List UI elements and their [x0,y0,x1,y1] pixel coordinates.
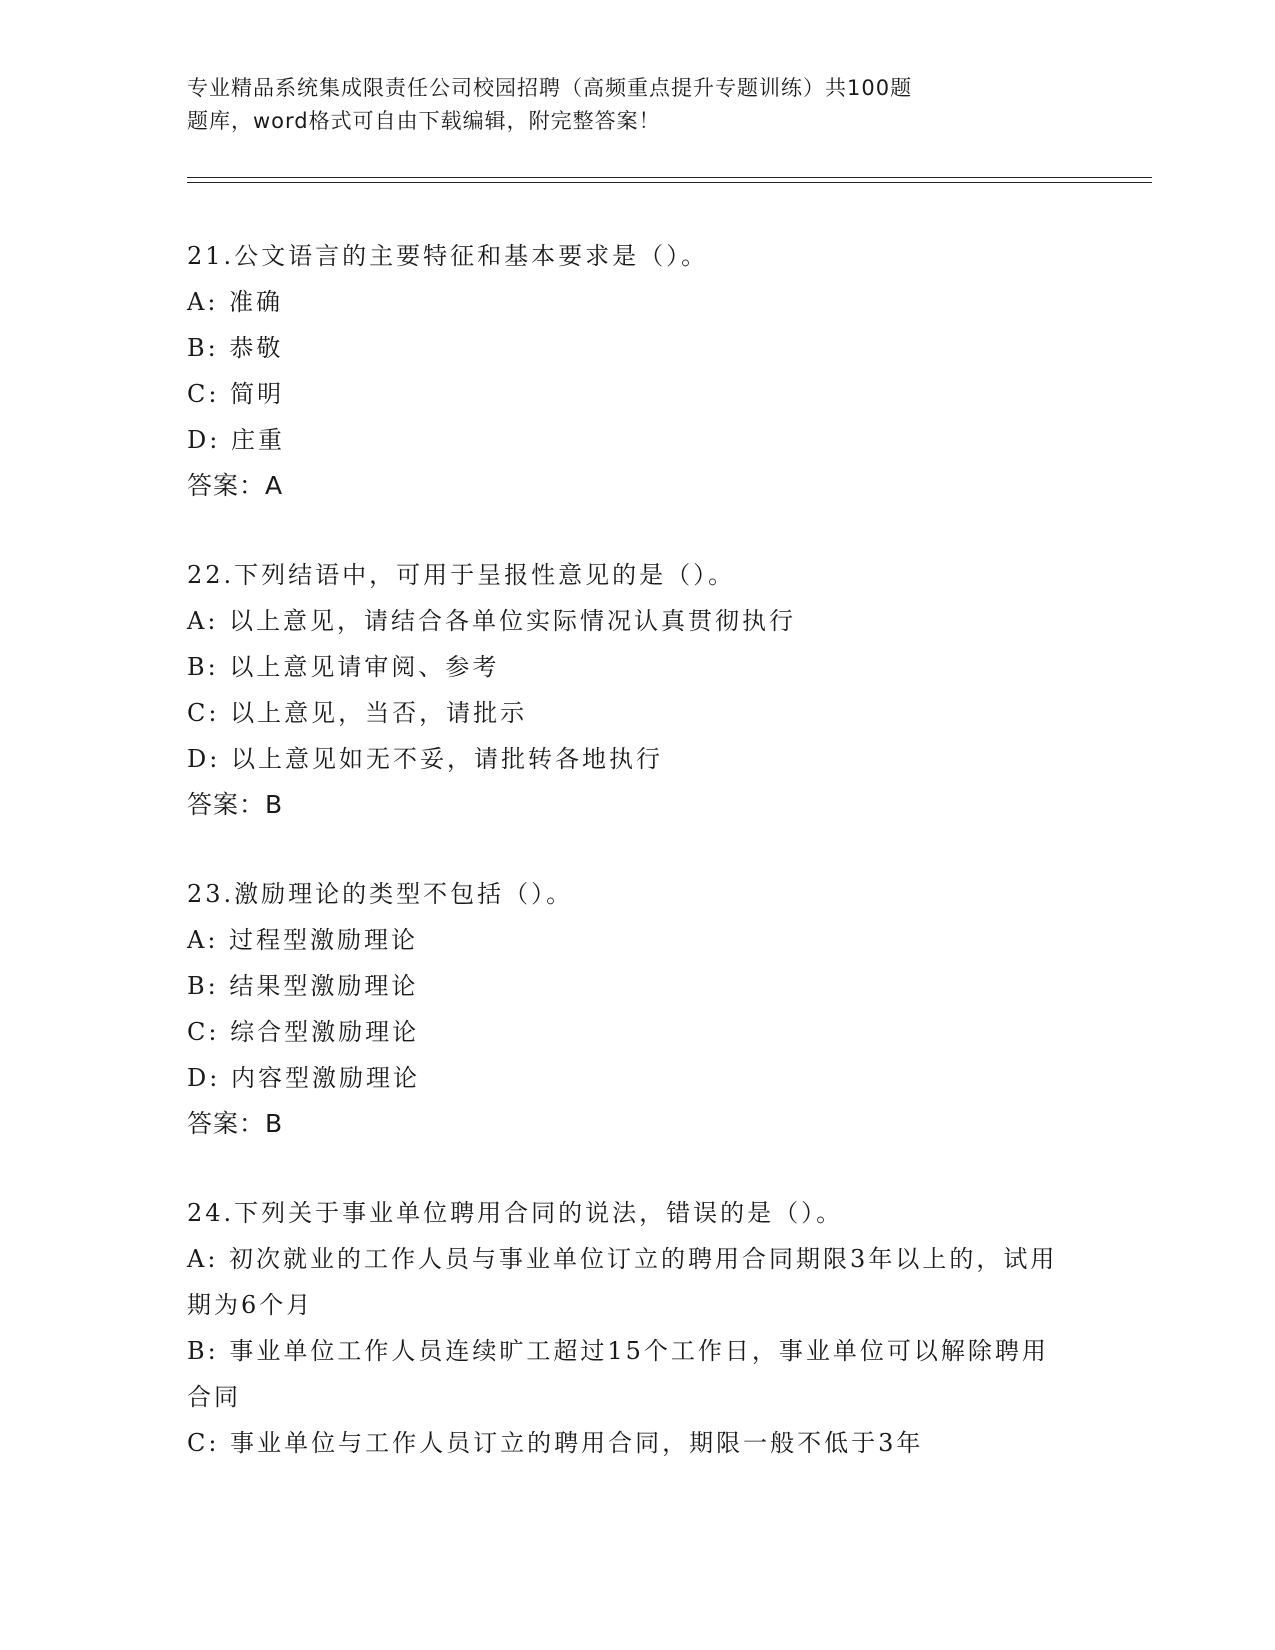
option-d: D: 以上意见如无不妥，请批转各地执行 [187,745,663,773]
option-a: A: 初次就业的工作人员与事业单位订立的聘用合同期限3年以上的，试用期为6个月 [187,1245,1058,1319]
option-c: C: 简明 [187,380,285,408]
option-a: A: 过程型激励理论 [187,926,419,954]
document-header [187,72,1027,138]
question-24 [187,1190,1067,1466]
question-stem: 24.下列关于事业单位聘用合同的说法，错误的是（）。 [187,1199,844,1227]
header-divider-top [187,177,1152,178]
option-a: A: 以上意见，请结合各单位实际情况认真贯彻执行 [187,607,797,635]
question-stem: 23.激励理论的类型不包括（）。 [187,880,574,908]
header-line-1: 专业精品系统集成限责任公司校园招聘（高频重点提升专题训练）共100题 [187,76,913,100]
option-c: C: 综合型激励理论 [187,1018,420,1046]
answer: 答案：A [187,471,284,500]
option-b: B: 事业单位工作人员连续旷工超过15个工作日，事业单位可以解除聘用合同 [187,1337,1049,1411]
option-b: B: 恭敬 [187,334,284,362]
header-divider-bottom [187,182,1152,183]
header-line-2: 题库，word格式可自由下载编辑，附完整答案！ [187,109,661,133]
option-b: B: 以上意见请审阅、参考 [187,653,500,681]
option-d: D: 内容型激励理论 [187,1064,420,1092]
option-c: C: 以上意见，当否，请批示 [187,699,528,727]
question-22 [187,552,1067,828]
question-stem: 22.下列结语中，可用于呈报性意见的是（）。 [187,561,736,589]
answer: 答案：B [187,1109,284,1138]
answer: 答案：B [187,790,284,819]
question-21 [187,233,1067,509]
option-a: A: 准确 [187,288,284,316]
option-b: B: 结果型激励理论 [187,972,419,1000]
question-23 [187,871,1067,1147]
option-c: C: 事业单位与工作人员订立的聘用合同，期限一般不低于3年 [187,1429,924,1457]
question-stem: 21.公文语言的主要特征和基本要求是（）。 [187,242,709,270]
option-d: D: 庄重 [187,426,285,454]
